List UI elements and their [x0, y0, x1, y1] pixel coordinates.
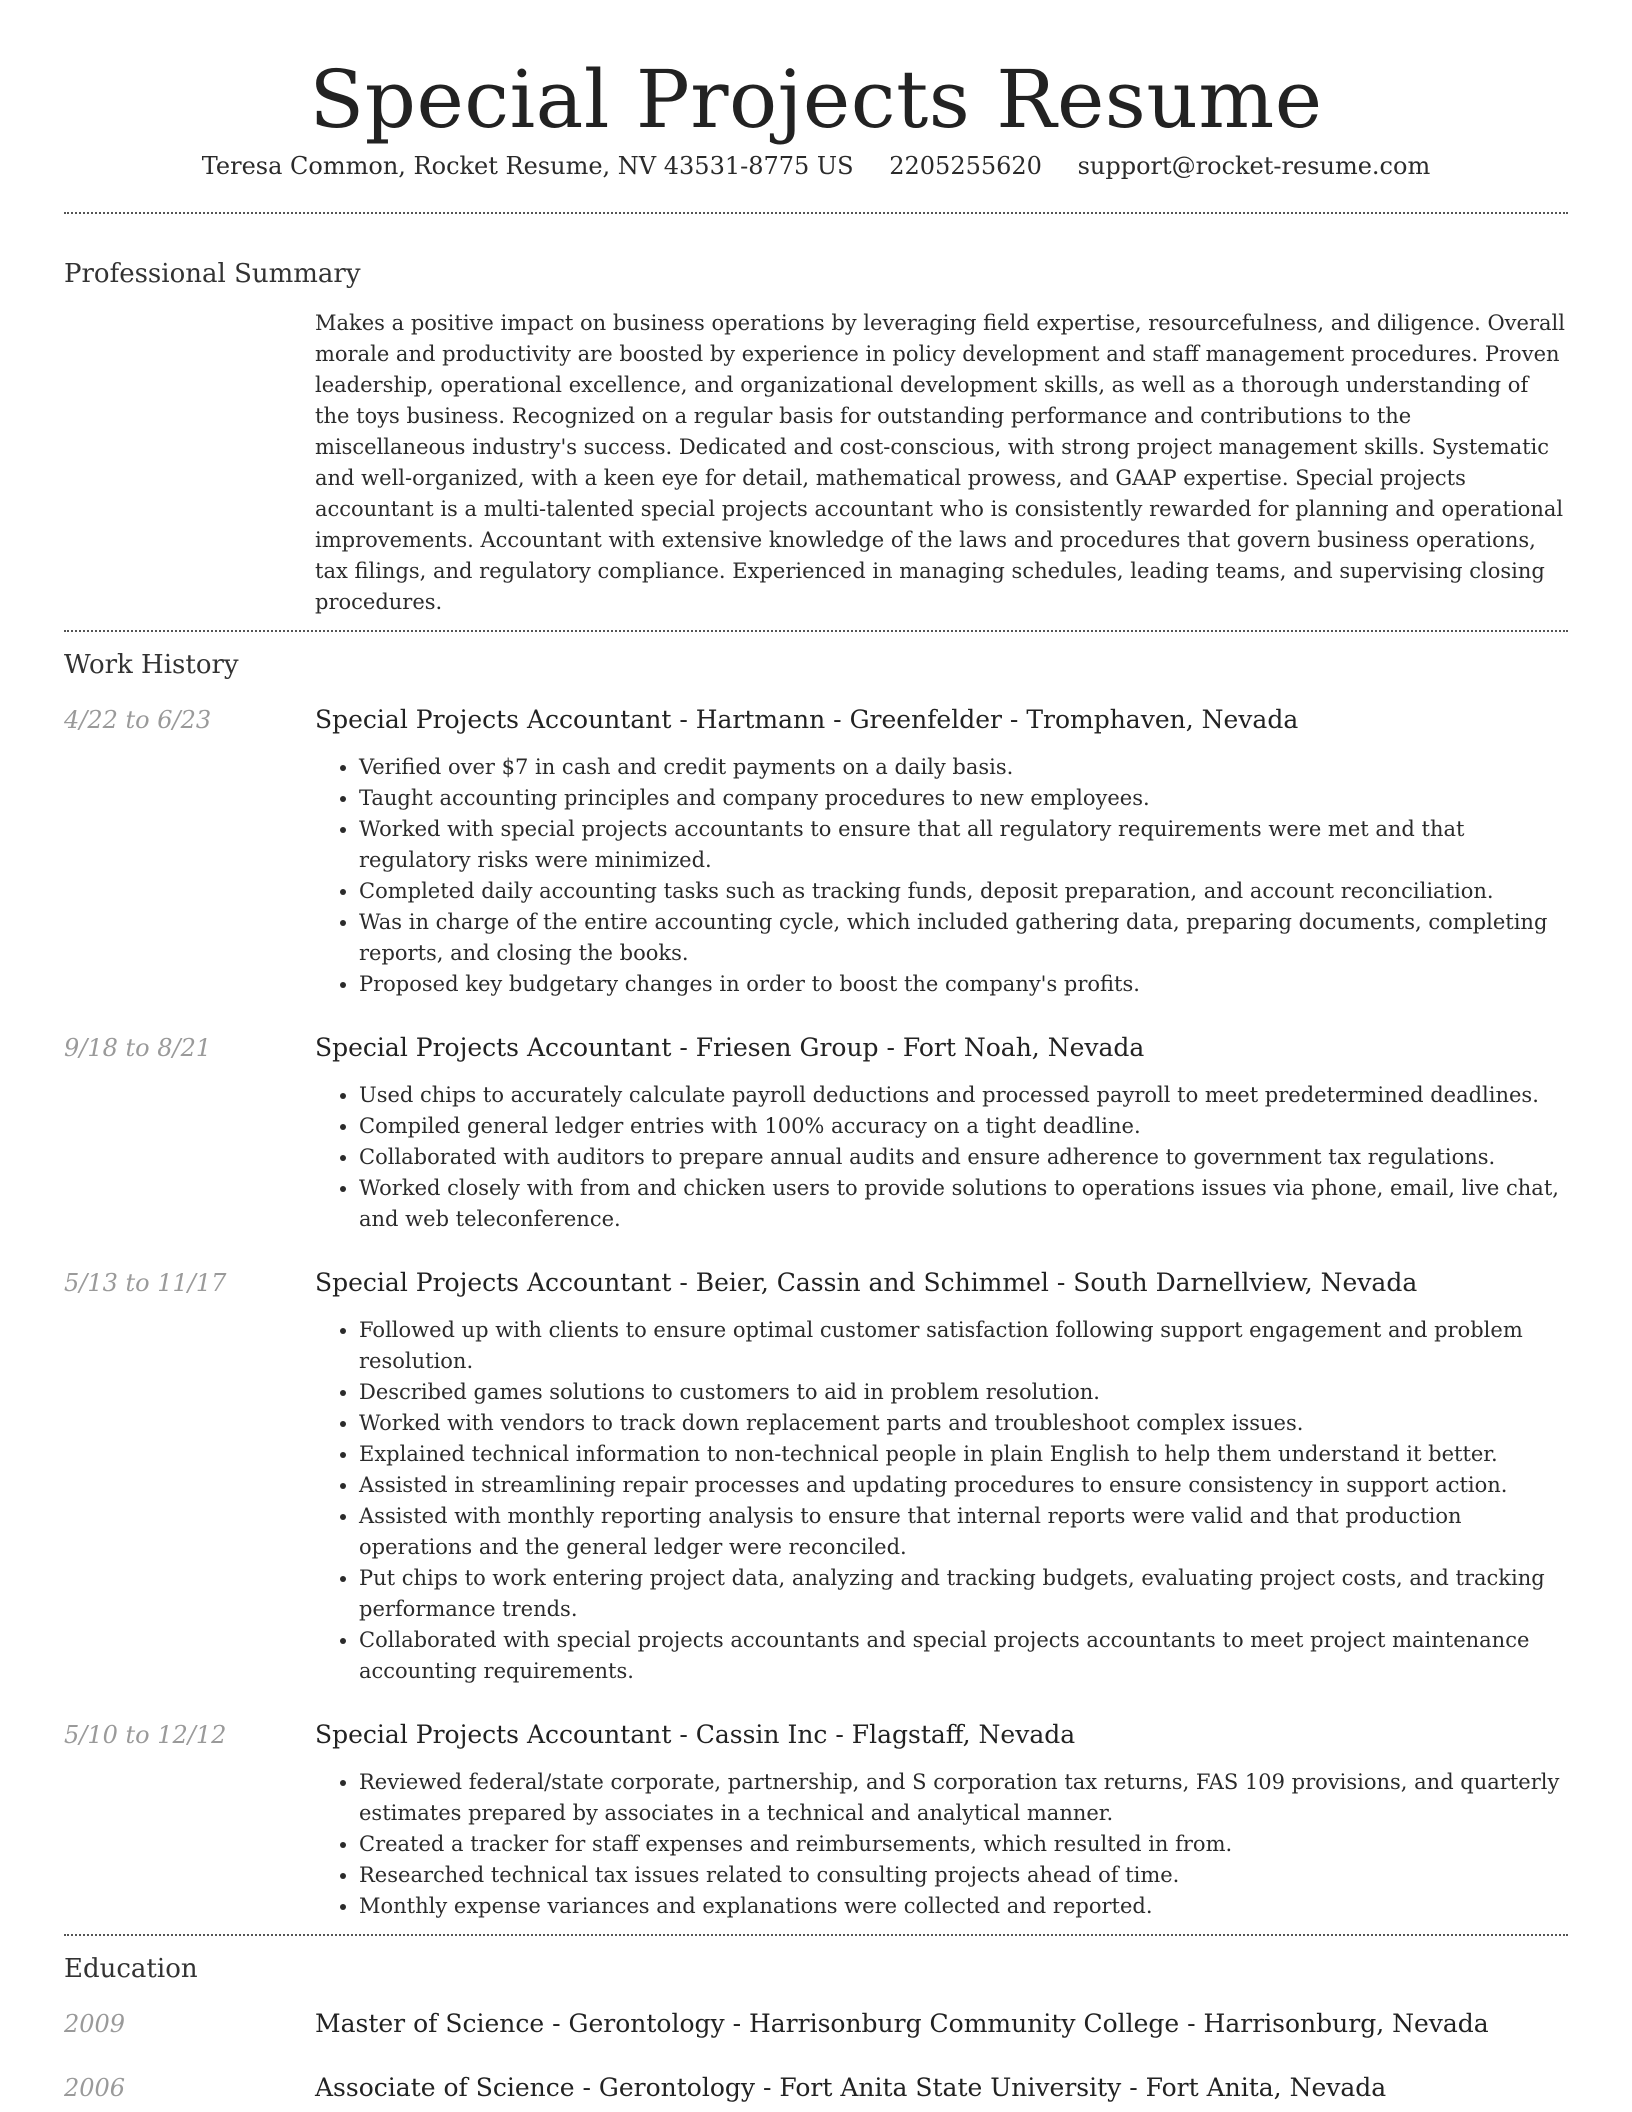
divider — [64, 1934, 1568, 1936]
education-title: Master of Science - Gerontology - Harrisonburg Community College - Harrisonburg, Nevada — [315, 2009, 1489, 2038]
work-bullet: • Monthly expense variances and explanations were collected and reported. — [359, 1891, 1568, 1922]
work-bullet: • Worked with special projects accountants to ensure that all regulatory requirements were met and that regulatory risks were minimized. — [359, 814, 1568, 876]
work-bullet: • Worked closely with from and chicken users to provide solutions to operations issues via phone, email, live chat, and web teleconference. — [359, 1173, 1568, 1235]
work-entry-dates: 9/18 to 8/21 — [64, 1034, 212, 1062]
education-title: Associate of Science - Gerontology - Fort Anita State University - Fort Anita, Nevada — [315, 2073, 1387, 2102]
education-body — [315, 2068, 1568, 2108]
education-list — [64, 1990, 1568, 2108]
work-entry-dates: 5/13 to 11/17 — [64, 1269, 227, 1297]
education-year: 2009 — [64, 2010, 126, 2038]
work-entry — [64, 1263, 1568, 1687]
work-entry-title: Special Projects Accountant - Cassin Inc - Flagstaff, Nevada — [315, 1720, 1076, 1749]
education-entry — [64, 2004, 1568, 2044]
work-entry-dates: 5/10 to 12/12 — [64, 1721, 227, 1749]
resume-title: Special Projects Resume — [309, 53, 1323, 146]
work-entry-dates: 4/22 to 6/23 — [64, 706, 212, 734]
work-bullet: • Worked with vendors to track down replacement parts and troubleshoot complex issues. — [359, 1408, 1568, 1439]
work-bullet: • Created a tracker for staff expenses and reimbursements, which resulted in from. — [359, 1829, 1568, 1860]
contact-email: support@rocket-resume.com — [1077, 152, 1431, 180]
education-year: 2006 — [64, 2074, 126, 2102]
work-bullet: • Completed daily accounting tasks such as tracking funds, deposit preparation, and account reconciliation. — [359, 876, 1568, 907]
summary-heading: Professional Summary — [64, 259, 361, 289]
work-entry — [64, 700, 1568, 1000]
work-bullet: • Explained technical information to non-technical people in plain English to help them understand it better. — [359, 1439, 1568, 1470]
education-body — [315, 2004, 1568, 2044]
work-bullet: • Assisted with monthly reporting analysis to ensure that internal reports were valid and that production operations and the general ledger were reconciled. — [359, 1501, 1568, 1563]
work-entry-body — [315, 700, 1568, 1000]
work-history-heading: Work History — [64, 650, 239, 680]
work-bullet: • Assisted in streamlining repair processes and updating procedures to ensure consistency in support action. — [359, 1470, 1568, 1501]
contact-address: Teresa Common, Rocket Resume, NV 43531-8775 US — [201, 152, 854, 180]
summary-text: Makes a positive impact on business operations by leveraging field expertise, resourcefulness, and diligence. Overall morale and productivity are boosted by experience in policy development and staff management procedures. Proven leadership, operational excellence, and organizational development skills, as well as a thorough understanding of the toys business. Recognized on a regular basis for outstanding performance and contributions to the miscellaneous industry's success. Dedicated and cost-conscious, with strong project management skills. Systematic and well-organized, with a keen eye for detail, mathematical prowess, and GAAP expertise. Special projects accountant is a multi-talented special projects accountant who is consistently rewarded for planning and operational improvements. Accountant with extensive knowledge of the laws and procedures that govern business operations, tax filings, and regulatory compliance. Experienced in managing schedules, leading teams, and supervising closing procedures. — [315, 311, 1565, 614]
contact-line — [64, 146, 1568, 212]
education-heading: Education — [64, 1954, 198, 1984]
work-bullet: • Reviewed federal/state corporate, partnership, and S corporation tax returns, FAS 109 provisions, and quarterly estimates prepared by associates in a technical and analytical manner. — [359, 1767, 1568, 1829]
work-entry — [64, 1028, 1568, 1235]
work-entry-title: Special Projects Accountant - Friesen Group - Fort Noah, Nevada — [315, 1033, 1145, 1062]
work-bullet: • Verified over $7 in cash and credit payments on a daily basis. — [359, 752, 1568, 783]
work-entry-bullets — [315, 752, 1568, 1000]
work-bullet: • Described games solutions to customers to aid in problem resolution. — [359, 1377, 1568, 1408]
work-bullet: • Collaborated with auditors to prepare annual audits and ensure adherence to government tax regulations. — [359, 1142, 1568, 1173]
work-bullet: • Followed up with clients to ensure optimal customer satisfaction following support engagement and problem resolution. — [359, 1315, 1568, 1377]
education-entry — [64, 2068, 1568, 2108]
work-bullet: • Taught accounting principles and company procedures to new employees. — [359, 783, 1568, 814]
divider — [64, 212, 1568, 214]
work-bullet: • Proposed key budgetary changes in order to boost the company's profits. — [359, 969, 1568, 1000]
work-entry-body — [315, 1263, 1568, 1687]
work-history-list — [64, 686, 1568, 1922]
work-entry-title: Special Projects Accountant - Hartmann - Greenfelder - Tromphaven, Nevada — [315, 705, 1299, 734]
work-entry-body — [315, 1028, 1568, 1235]
work-entry-bullets — [315, 1315, 1568, 1687]
work-entry-title: Special Projects Accountant - Beier, Cassin and Schimmel - South Darnellview, Nevada — [315, 1268, 1418, 1297]
work-entry-bullets — [315, 1767, 1568, 1922]
work-bullet: • Put chips to work entering project data, analyzing and tracking budgets, evaluating project costs, and tracking performance trends. — [359, 1563, 1568, 1625]
work-bullet: • Researched technical tax issues related to consulting projects ahead of time. — [359, 1860, 1568, 1891]
work-bullet: • Was in charge of the entire accounting cycle, which included gathering data, preparing documents, completing reports, and closing the books. — [359, 907, 1568, 969]
work-entry-body — [315, 1715, 1568, 1922]
work-bullet: • Used chips to accurately calculate payroll deductions and processed payroll to meet predetermined deadlines. — [359, 1080, 1568, 1111]
work-bullet: • Compiled general ledger entries with 100% accuracy on a tight deadline. — [359, 1111, 1568, 1142]
divider — [64, 630, 1568, 632]
contact-phone: 2205255620 — [889, 152, 1042, 180]
work-entry-bullets — [315, 1080, 1568, 1235]
work-bullet: • Collaborated with special projects accountants and special projects accountants to meet project maintenance accounting requirements. — [359, 1625, 1568, 1687]
work-entry — [64, 1715, 1568, 1922]
